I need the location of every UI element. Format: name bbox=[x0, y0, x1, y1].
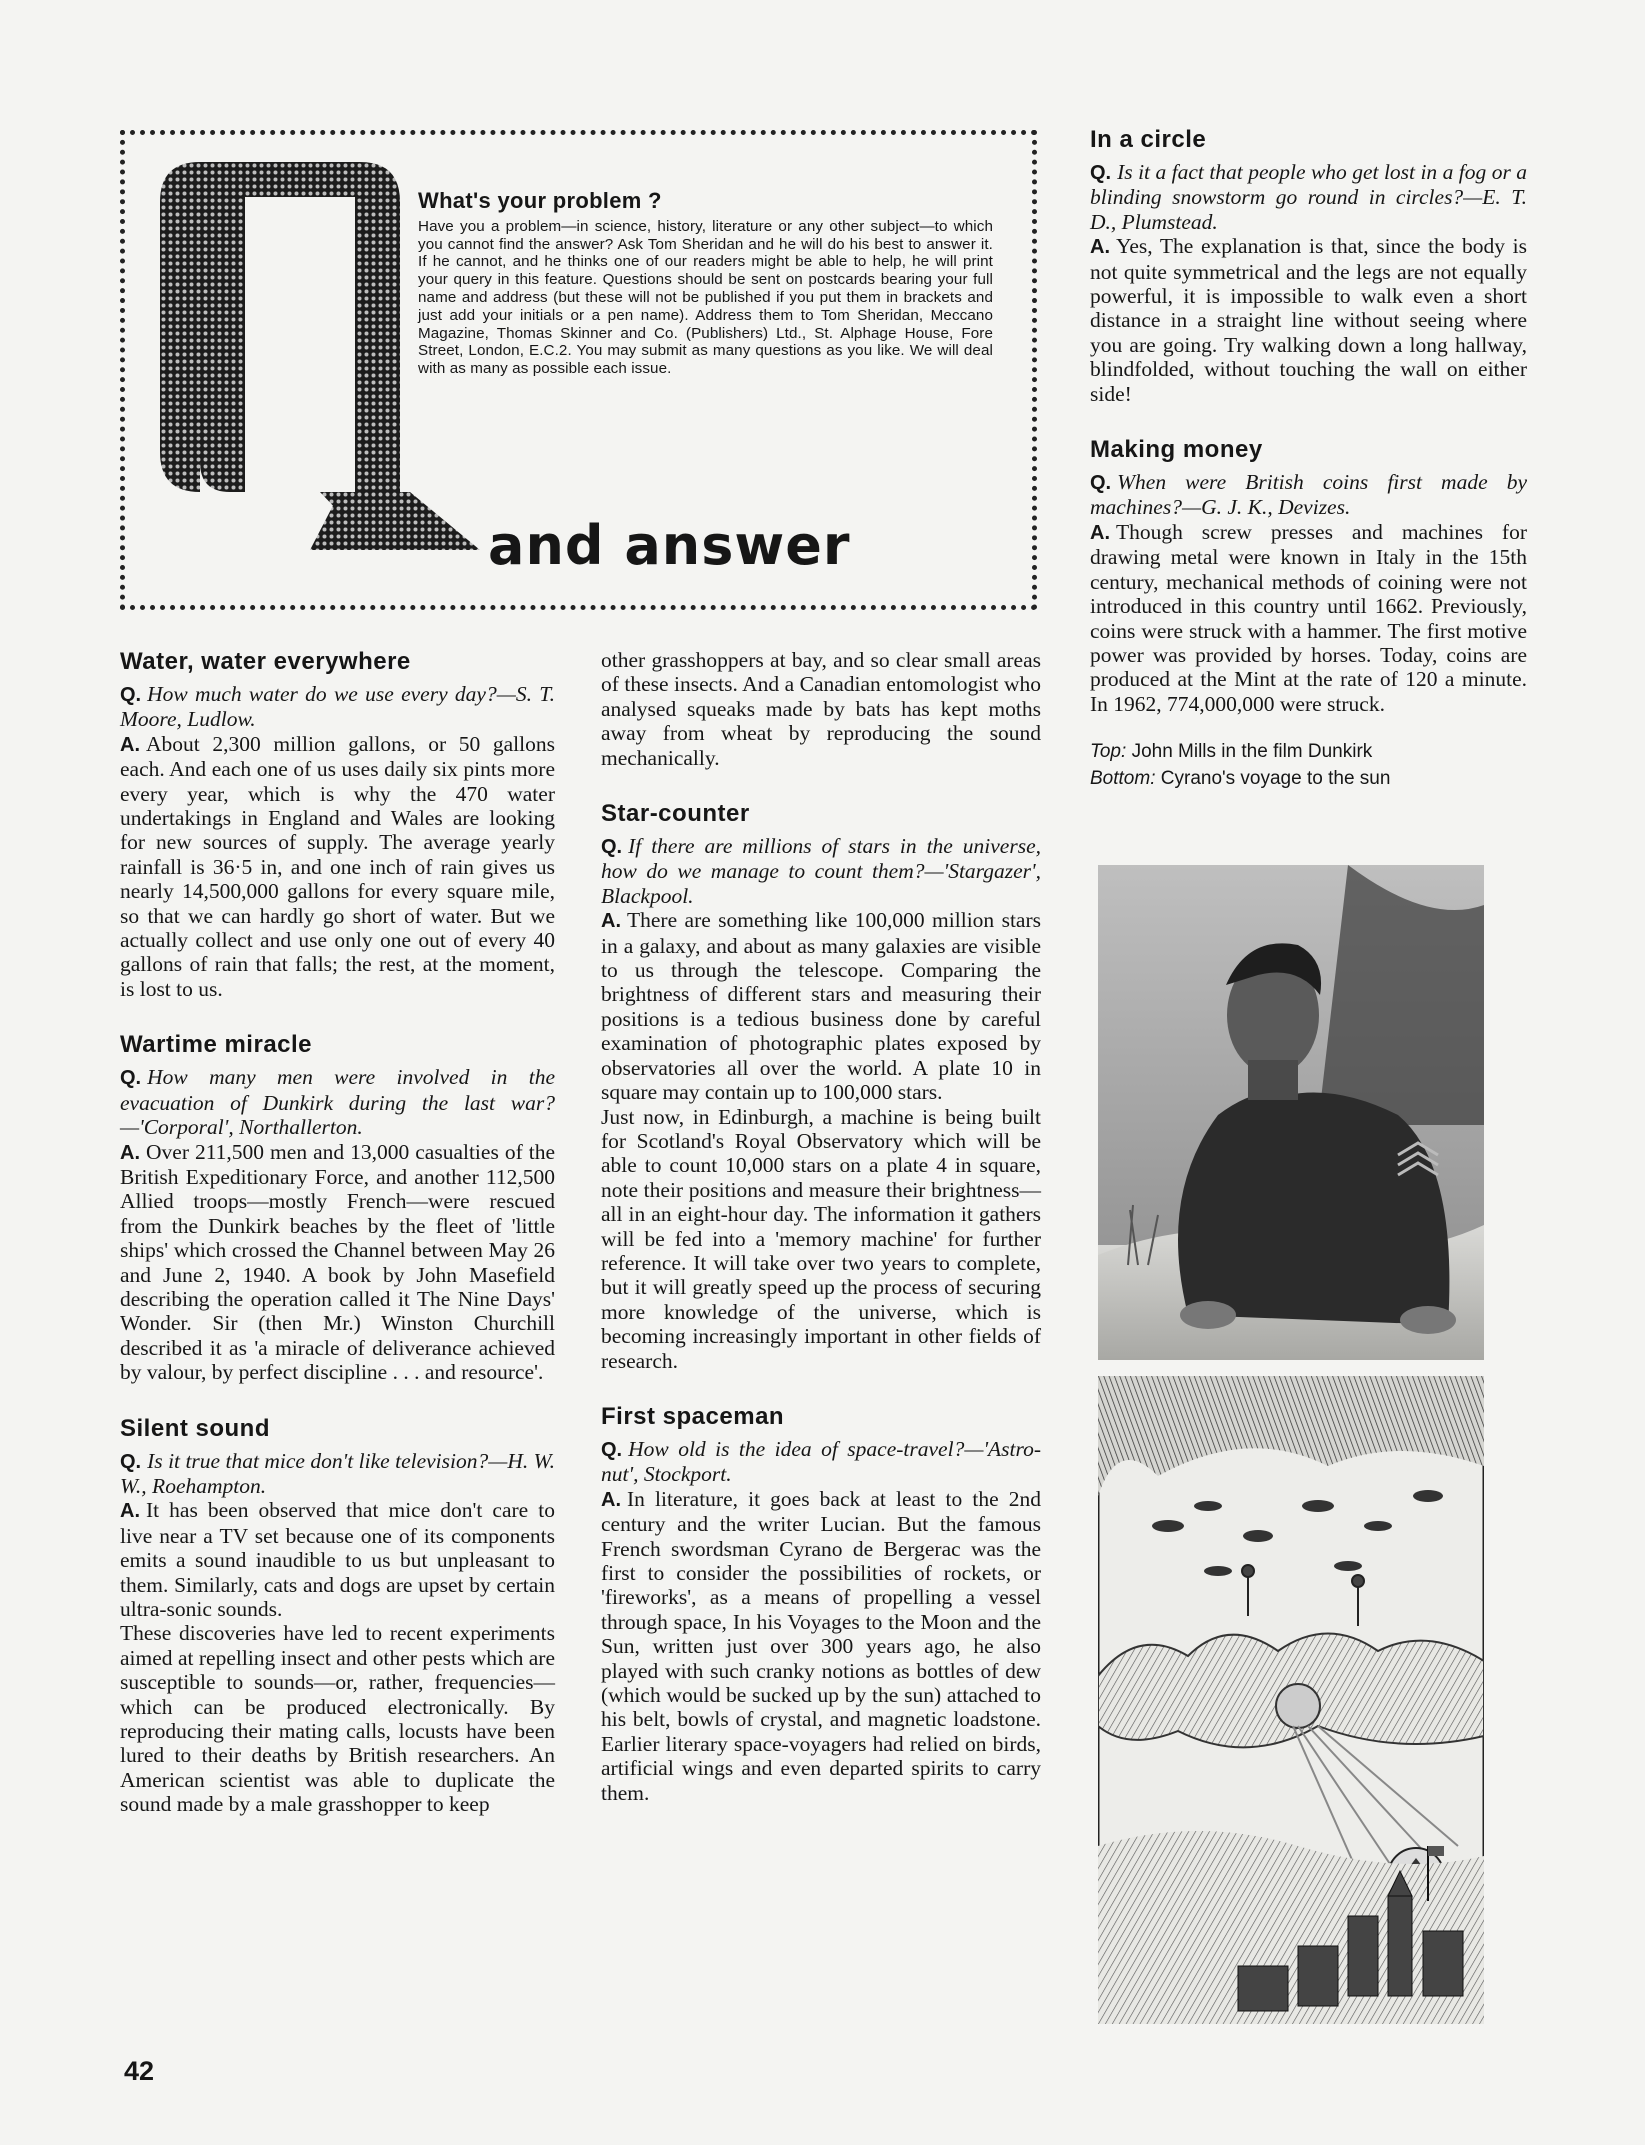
answer: A. Yes, The explanation is that, since the body is not quite symmetrical and the legs are not equally powerful, it is impossible to walk even a short distance in a straight line without seeing where you are going. Try walking down a long hallway, blindfolded, without touching the wall on either side! bbox=[1090, 234, 1527, 406]
question: Q. How old is the idea of space-travel?—'Astro-nut', Stockport. bbox=[601, 1436, 1041, 1487]
problem-text: Have you a problem—in science, history, literature or any other subject—to which you cannot find the answer? Ask Tom Sheridan and he will do his best to answer it. If he cannot, and he thinks one of our readers might be able to help, he will print your query in this feature. Questions should be sent on postcards bearing your full name and address (but these will not be published if you put them in brackets and just add your initials or a pen name). Address them to Tom Sheridan, Meccano Magazine, Thomas Skinner and Co. (Publishers) Ltd., St. Alphage House, Fore Street, London, E.C.2. You may submit as many questions as you like. We will deal with as many as possible each issue. bbox=[418, 217, 993, 378]
problem-panel bbox=[418, 188, 993, 378]
question: Q. Is it true that mice don't like television?—H. W. W., Roehampton. bbox=[120, 1448, 555, 1498]
photo-caption bbox=[1090, 738, 1527, 792]
caption-top-label: Top: bbox=[1090, 741, 1127, 763]
section-star bbox=[601, 800, 1041, 1373]
section-title: In a circle bbox=[1090, 126, 1207, 153]
answer: A. In literature, it goes back at least to the 2nd century and the writer Lucian. But the famous French swordsman Cyrano de Bergerac was the first to consider the possibilities of rockets, or 'fireworks', as a means of propelling a vessel through space, In his Voyages to the Moon and the Sun, written just over 300 years ago, he also played with such cranky notions as bottles of dew (which would be sucked up by the sun) attached to his belt, bowls of crystal, and magnetic loadstone. Earlier literary space-voyagers had relied on birds, artificial wings and even departed spirits to carry them. bbox=[601, 1486, 1041, 1805]
answer-continued: These discoveries have led to recent experiments aimed at repelling insect and other pests which are susceptible to sounds—or, rather, frequencies—which can be produced electronically. By reproducing their mating calls, locusts have been lured to their deaths by British researchers. An American scientist was able to duplicate the sound made by a male grasshopper to keep bbox=[120, 1621, 555, 1817]
question: Q. Is it a fact that people who get lost in a fog or a blinding snowstorm go round in circles?—E. T. D., Plumstead. bbox=[1090, 160, 1527, 234]
answer-continued: other grasshoppers at bay, and so clear small areas of these insects. And a Canadian entomologist who analysed squeaks made by bats has kept moths away from wheat by reproducing the sound mechanically. bbox=[601, 648, 1041, 770]
caption-bottom-text: Cyrano's voyage to the sun bbox=[1160, 768, 1391, 790]
caption-bottom-label: Bottom: bbox=[1090, 768, 1156, 790]
section-title: Making money bbox=[1090, 436, 1263, 464]
question: Q. If there are millions of stars in the universe, how do we manage to count them?—'Stargazer', Blackpool. bbox=[601, 834, 1041, 908]
section-title: Wartime miracle bbox=[120, 1031, 313, 1059]
question: Q. When were British coins first made by machines?—G. J. K., Devizes. bbox=[1090, 470, 1527, 520]
caption-top-text: John Mills in the film Dunkirk bbox=[1131, 741, 1373, 763]
answer-continued: Just now, in Edinburgh, a machine is being built for Scotland's Royal Observatory which will be able to count 10,000 stars on a plate 4 in square, note their positions and measure their brightness—all in an eight-hour day. The information it gathers will be fed into a 'memory machine' for further reference. It will take over two years to complete, but it will greatly speed up the process of securing more knowledge of the universe, which is becoming increasingly important in other fields of research. bbox=[601, 1104, 1041, 1373]
section-circle bbox=[1090, 126, 1527, 406]
answer: A. It has been observed that mice don't care to live near a TV set because one of its components emits a sound inaudible to us but unpleasant to them. Similarly, cats and dogs are upset by certain ultra-sonic sounds. bbox=[120, 1498, 555, 1621]
column-right bbox=[1090, 126, 1527, 792]
section-title: Water, water everywhere bbox=[120, 648, 411, 675]
answer: A. About 2,300 million gallons, or 50 gallons each. And each one of us uses daily six pints more every year, which is why the 470 water undertakings in England and Wales are looking for new sources of supply. The average yearly rainfall is 36·5 in, and one inch of rain gives us nearly 14,500,000 gallons for every square mile, so that we can hardly go short of water. But we actually collect and use only one out of every 40 gallons of rain that falls; the rest, at the moment, is lost to us. bbox=[120, 731, 555, 1001]
question: Q. How many men were involved in the evacuation of Dunkirk during the last war?—'Corporal', Northallerton. bbox=[120, 1065, 555, 1140]
section-wartime bbox=[120, 1031, 555, 1384]
section-money bbox=[1090, 436, 1527, 716]
question: Q. How much water do we use every day?—S. T. Moore, Ludlow. bbox=[120, 682, 555, 732]
problem-title: What's your problem ? bbox=[418, 188, 662, 213]
section-title: Silent sound bbox=[120, 1414, 270, 1442]
answer: A. Over 211,500 men and 13,000 casualties of the British Expeditionary Force, and another 112,500 Allied troops—mostly French—were rescued from the Dunkirk beaches by the fleet of 'little ships' which crossed the Channel between May 26 and June 2, 1940. A book by John Masefield describing the operation called it The Nine Days' Wonder. Sir (then Mr.) Winston Churchill described it as 'a miracle of deliverance achieved by valour, by perfect discipline . . . and resource'. bbox=[120, 1139, 555, 1385]
answer: A. Though screw presses and machines for drawing metal were known in Italy in the 15th century, mechanical methods of coining were not introduced in this country until 1662. Previously, coins were struck with a hammer. The first motive power was provided by horses. Today, coins are produced at the Mint at the rate of 120 a minute. In 1962, 774,000,000 were struck. bbox=[1090, 519, 1527, 716]
answer: A. There are something like 100,000 million stars in a galaxy, and about as many galaxies are visible to us through the telescope. Comparing the brightness of different stars and measuring their positions is a tedious business done by careful examination of photographic plates exposed by observatories all over the world. A plate 10 in square may contain up to 100,000 stars. bbox=[601, 908, 1041, 1105]
column-middle bbox=[601, 648, 1041, 1835]
page-number: 42 bbox=[124, 2056, 155, 2086]
and-answer-heading: and answer bbox=[488, 514, 851, 577]
photo-john-mills bbox=[1098, 865, 1484, 1360]
section-spaceman bbox=[601, 1403, 1041, 1805]
section-water bbox=[120, 648, 555, 1001]
section-silent bbox=[120, 1415, 555, 1817]
section-title: First spaceman bbox=[601, 1402, 785, 1430]
column-left bbox=[120, 648, 555, 1847]
engraving-cyrano-voyage bbox=[1098, 1376, 1484, 2024]
section-title: Star-counter bbox=[601, 800, 750, 828]
section-silent-continued bbox=[601, 648, 1041, 770]
